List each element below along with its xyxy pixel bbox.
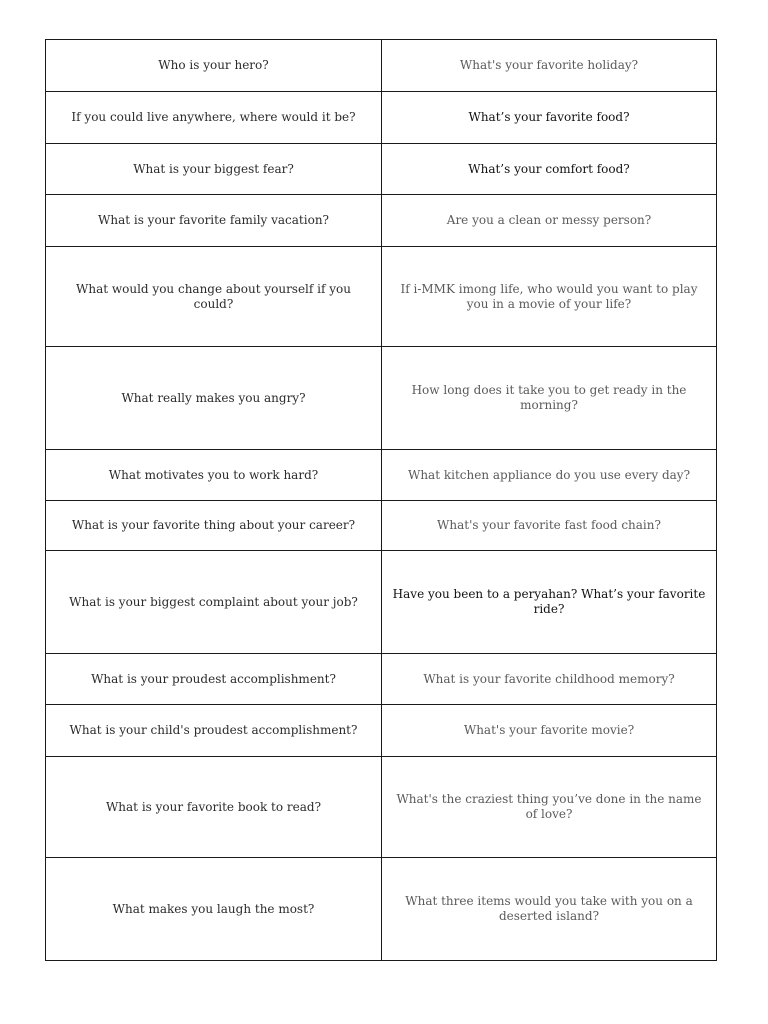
question-card-left: What is your proudest accomplishment? [46, 654, 382, 705]
question-card-right: What’s your favorite food? [382, 92, 717, 144]
question-card-left: What is your favorite book to read? [46, 757, 382, 858]
table-row [46, 654, 717, 705]
question-card-right: Have you been to a peryahan? What’s your favorite ride? [382, 551, 717, 654]
question-card-left: If you could live anywhere, where would it be? [46, 92, 382, 144]
question-card-left: What would you change about yourself if you could? [46, 247, 382, 347]
question-card-right: What's the craziest thing you’ve done in the name of love? [382, 757, 717, 858]
question-card-right: What's your favorite holiday? [382, 40, 717, 92]
question-card-right: What is your favorite childhood memory? [382, 654, 717, 705]
table-row [46, 144, 717, 195]
question-card-left: What is your favorite family vacation? [46, 195, 382, 247]
question-card-right: What kitchen appliance do you use every day? [382, 450, 717, 501]
question-card-right: What three items would you take with you on a deserted island? [382, 858, 717, 961]
table-row [46, 705, 717, 757]
table-row [46, 450, 717, 501]
question-card-left: What is your favorite thing about your career? [46, 501, 382, 551]
question-card-right: What's your favorite movie? [382, 705, 717, 757]
question-card-left: What really makes you angry? [46, 347, 382, 450]
table-row [46, 92, 717, 144]
table-row [46, 501, 717, 551]
table-row [46, 40, 717, 92]
table-row [46, 347, 717, 450]
question-card-left: What makes you laugh the most? [46, 858, 382, 961]
question-card-right: What's your favorite fast food chain? [382, 501, 717, 551]
question-card-table [45, 39, 717, 961]
table-row [46, 195, 717, 247]
table-row [46, 757, 717, 858]
table-row [46, 247, 717, 347]
question-card-right: If i-MMK imong life, who would you want to play you in a movie of your life? [382, 247, 717, 347]
question-card-left: What is your biggest fear? [46, 144, 382, 195]
question-card-left: What is your biggest complaint about your job? [46, 551, 382, 654]
table-row [46, 551, 717, 654]
question-card-right: How long does it take you to get ready in the morning? [382, 347, 717, 450]
table-row [46, 858, 717, 961]
question-card-left: What is your child's proudest accomplishment? [46, 705, 382, 757]
question-card-right: What’s your comfort food? [382, 144, 717, 195]
question-card-right: Are you a clean or messy person? [382, 195, 717, 247]
question-card-left: Who is your hero? [46, 40, 382, 92]
question-card-left: What motivates you to work hard? [46, 450, 382, 501]
